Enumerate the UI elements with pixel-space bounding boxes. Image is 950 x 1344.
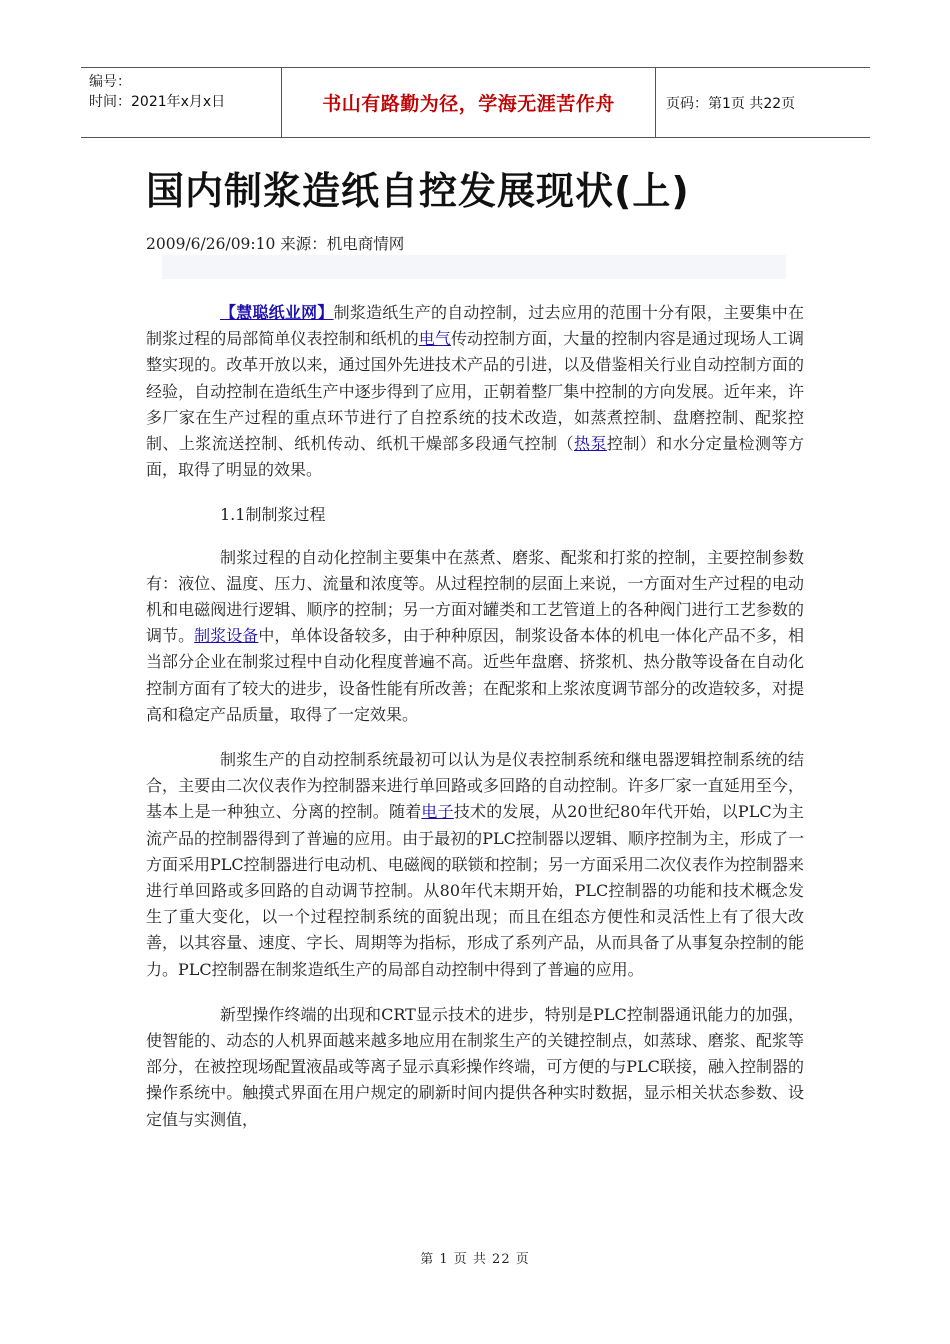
article-title: 国内制浆造纸自控发展现状(上) — [146, 169, 690, 213]
article-body — [146, 300, 804, 1152]
p2-text-1: 制浆过程的自动化控制主要集中在蒸煮、磨浆、配浆和打浆的控制，主要控制参数有：液位、温度、压力、流量和浓度等。从过程控制的层面上来说，一方面对生产过程的电动机和电磁阀进行逻辑、顺序的控制；另一方面对罐类和工艺管道上的各种阀门进行工艺参数的调节。 — [146, 547, 804, 646]
link-electronics[interactable]: 电子 — [421, 802, 454, 822]
header-motto: 书山有路勤为径，学海无涯苦作舟 — [281, 68, 656, 137]
page-footer: 第 1 页 共 22 页 — [420, 1252, 530, 1267]
p3-text-1: 制浆生产的自动控制系统最初可以认为是仪表控制系统和继电器逻辑控制系统的结合，主要由二次仪表作为控制器来进行单回路或多回路的自动控制。许多厂家一直延用至今，基本上是一种独立、分离的控制。随着 — [146, 750, 804, 822]
p1-text-3: 控制）和水分定量检测等方面，取得了明显的效果。 — [146, 434, 804, 480]
link-heat-pump[interactable]: 热泵 — [573, 434, 607, 454]
time-label: 时间：2021年x月x日 — [89, 94, 226, 110]
header-page-info: 页码：第1页 共22页 — [666, 95, 796, 112]
link-electric[interactable]: 电气 — [418, 329, 451, 349]
meta-bar — [162, 255, 786, 279]
p3-text-2: 技术的发展，从20世纪80年代开始，以PLC为主流产品的控制器得到了普遍的应用。由于最初的PLC控制器以逻辑、顺序控制为主，形成了一方面采用PLC控制器进行电动机、电磁阀的联锁和控制；另一方面采用二次仪表作为控制器来进行单回路或多回路的自动调节控制。从80年代末期开始，PLC控制器的功能和技术概念发生了重大变化，以一个过程控制系统的面貌出现；而且在组态方便性和灵活性上有了很大改善，以其容量、速度、字长、周期等为指标，形成了系列产品，从而具备了从事复杂控制的能力。PLC控制器在制浆造纸生产的局部自动控制中得到了普遍的应用。 — [146, 802, 804, 979]
p1-text-2: 传动控制方面，大量的控制内容是通过现场人工调整实现的。改革开放以来，通过国外先进技术产品的引进，以及借鉴相关行业自动控制方面的经验，自动控制在造纸生产中逐步得到了应用，正朝着整厂集中控制的方向发展。近年来，许多厂家在生产过程的重点环节进行了自控系统的技术改造，如蒸煮控制、盘磨控制、配浆控制、上浆流送控制、纸机传动、纸机干燥部多段通气控制（ — [146, 329, 804, 454]
paragraph-1 — [146, 300, 804, 483]
p2-text-2: 中，单体设备较多，由于种种原因，制浆设备本体的机电一体化产品不多，相当部分企业在制浆过程中自动化程度普遍不高。近些年盘磨、挤浆机、热分散等设备在自动化控制方面有了较大的进步，设备性能有所改善；在配浆和上浆浓度调节部分的改造较多，对提高和稳定产品质量，取得了一定效果。 — [146, 626, 804, 724]
paragraph-3 — [146, 747, 804, 983]
section-heading-1-1: 1.1制制浆过程 — [220, 505, 326, 525]
paragraph-2 — [146, 545, 804, 728]
header-info — [81, 68, 281, 137]
number-label: 编号： — [89, 74, 131, 90]
document-header — [81, 67, 870, 138]
paragraph-4: 新型操作终端的出现和CRT显示技术的进步，特别是PLC控制器通讯能力的加强，使智能的、动态的人机界面越来越多地应用在制浆生产的关键控制点，如蒸球、磨浆、配浆等部分，在被控现场配置液晶或等离子显示真彩操作终端，可方便的与PLC联接，融入控制器的操作系统中。触摸式界面在用户规定的刷新时间内提供各种实时数据，显示相关状态参数、设定值与实测值， — [146, 1004, 804, 1129]
p1-text-1: 制浆造纸生产的自动控制，过去应用的范围十分有限，主要集中在制浆过程的局部简单仪表控制和纸机的 — [146, 303, 804, 349]
link-pulping-equipment[interactable]: 制浆设备 — [194, 626, 259, 646]
article-meta: 2009/6/26/09:10 来源：机电商情网 — [146, 235, 405, 253]
brand-link[interactable]: 【慧聪纸业网】 — [220, 303, 334, 322]
